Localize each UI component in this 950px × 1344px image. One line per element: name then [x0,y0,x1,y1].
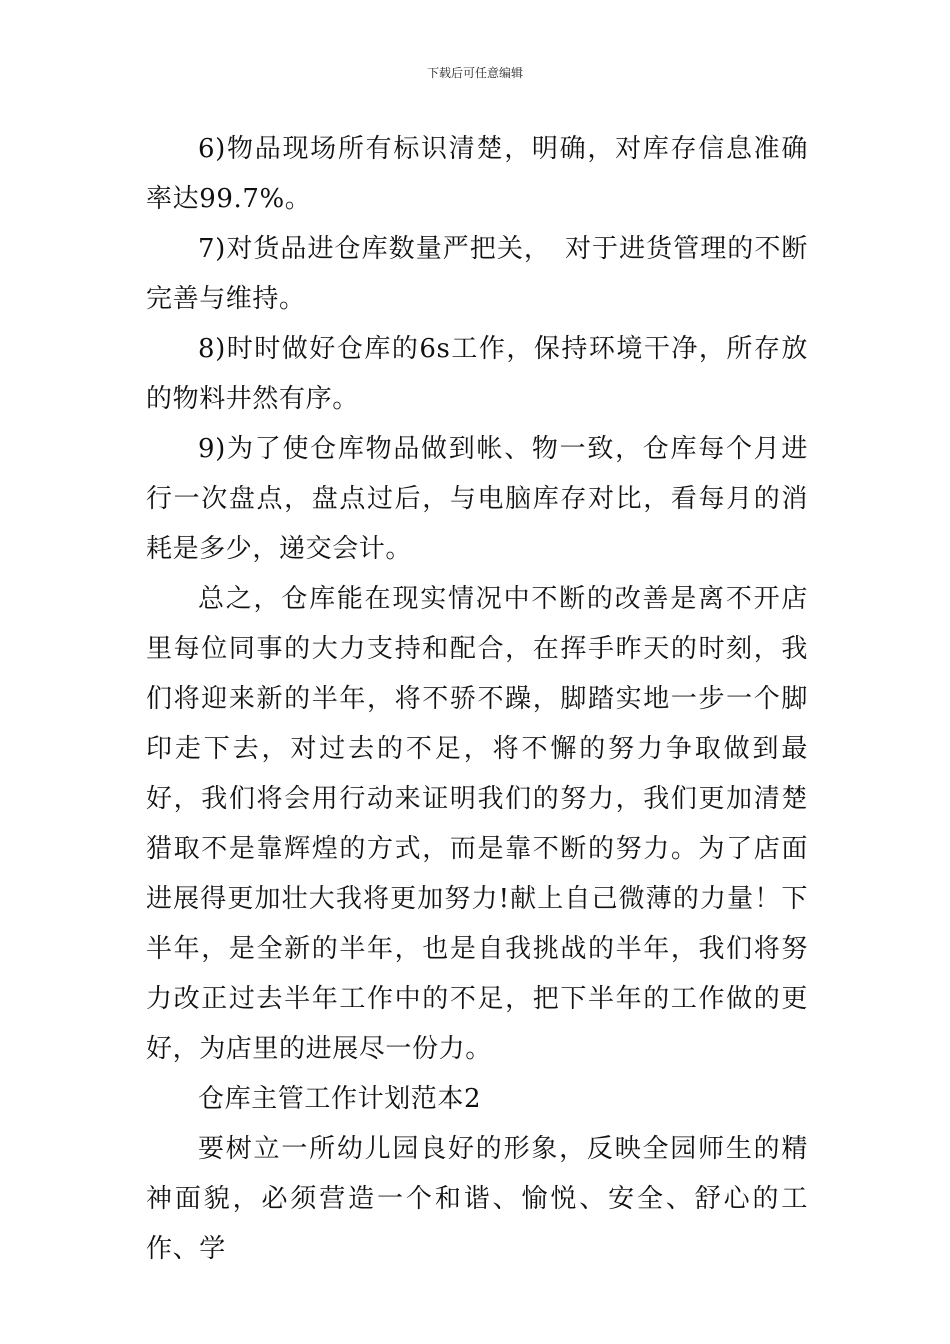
paragraph-item-8: 8)时时做好仓库的6s工作，保持环境干净，所存放的物料井然有序。 [146,334,808,414]
paragraph-item-6: 6)物品现场所有标识清楚，明确，对库存信息准确率达99.7%。 [146,134,808,214]
summary-paragraph: 总之，仓库能在现实情况中不断的改善是离不开店里每位同事的大力支持和配合，在挥手昨天的时刻，我们将迎来新的半年，将不骄不躁，脚踏实地一步一个脚印走下去，对过去的不足，将不懈的努力争取做到最好，我们将会用行动来证明我们的努力，我们更加清楚猎取不是靠辉煌的方式，而是靠不断的努力。为了店面进展得更加壮大我将更加努力!献上自己微薄的力量！下半年，是全新的半年，也是自我挑战的半年，我们将努力改正过去半年工作中的不足，把下半年的工作做的更好，为店里的进展尽一份力。 [146,584,808,1064]
section-paragraph: 要树立一所幼儿园良好的形象，反映全园师生的精神面貌，必须营造一个和谐、愉悦、安全、舒心的工作、学 [146,1134,808,1264]
paragraph-item-9: 9)为了使仓库物品做到帐、物一致，仓库每个月进行一次盘点，盘点过后，与电脑库存对比，看每月的消耗是多少，递交会计。 [146,434,808,564]
page-header: 下载后可任意编辑 [426,66,523,80]
section-title: 仓库主管工作计划范本2 [198,1084,482,1114]
paragraph-item-7: 7)对货品进仓库数量严把关， 对于进货管理的不断完善与维持。 [146,234,808,314]
document-body [146,124,808,1274]
